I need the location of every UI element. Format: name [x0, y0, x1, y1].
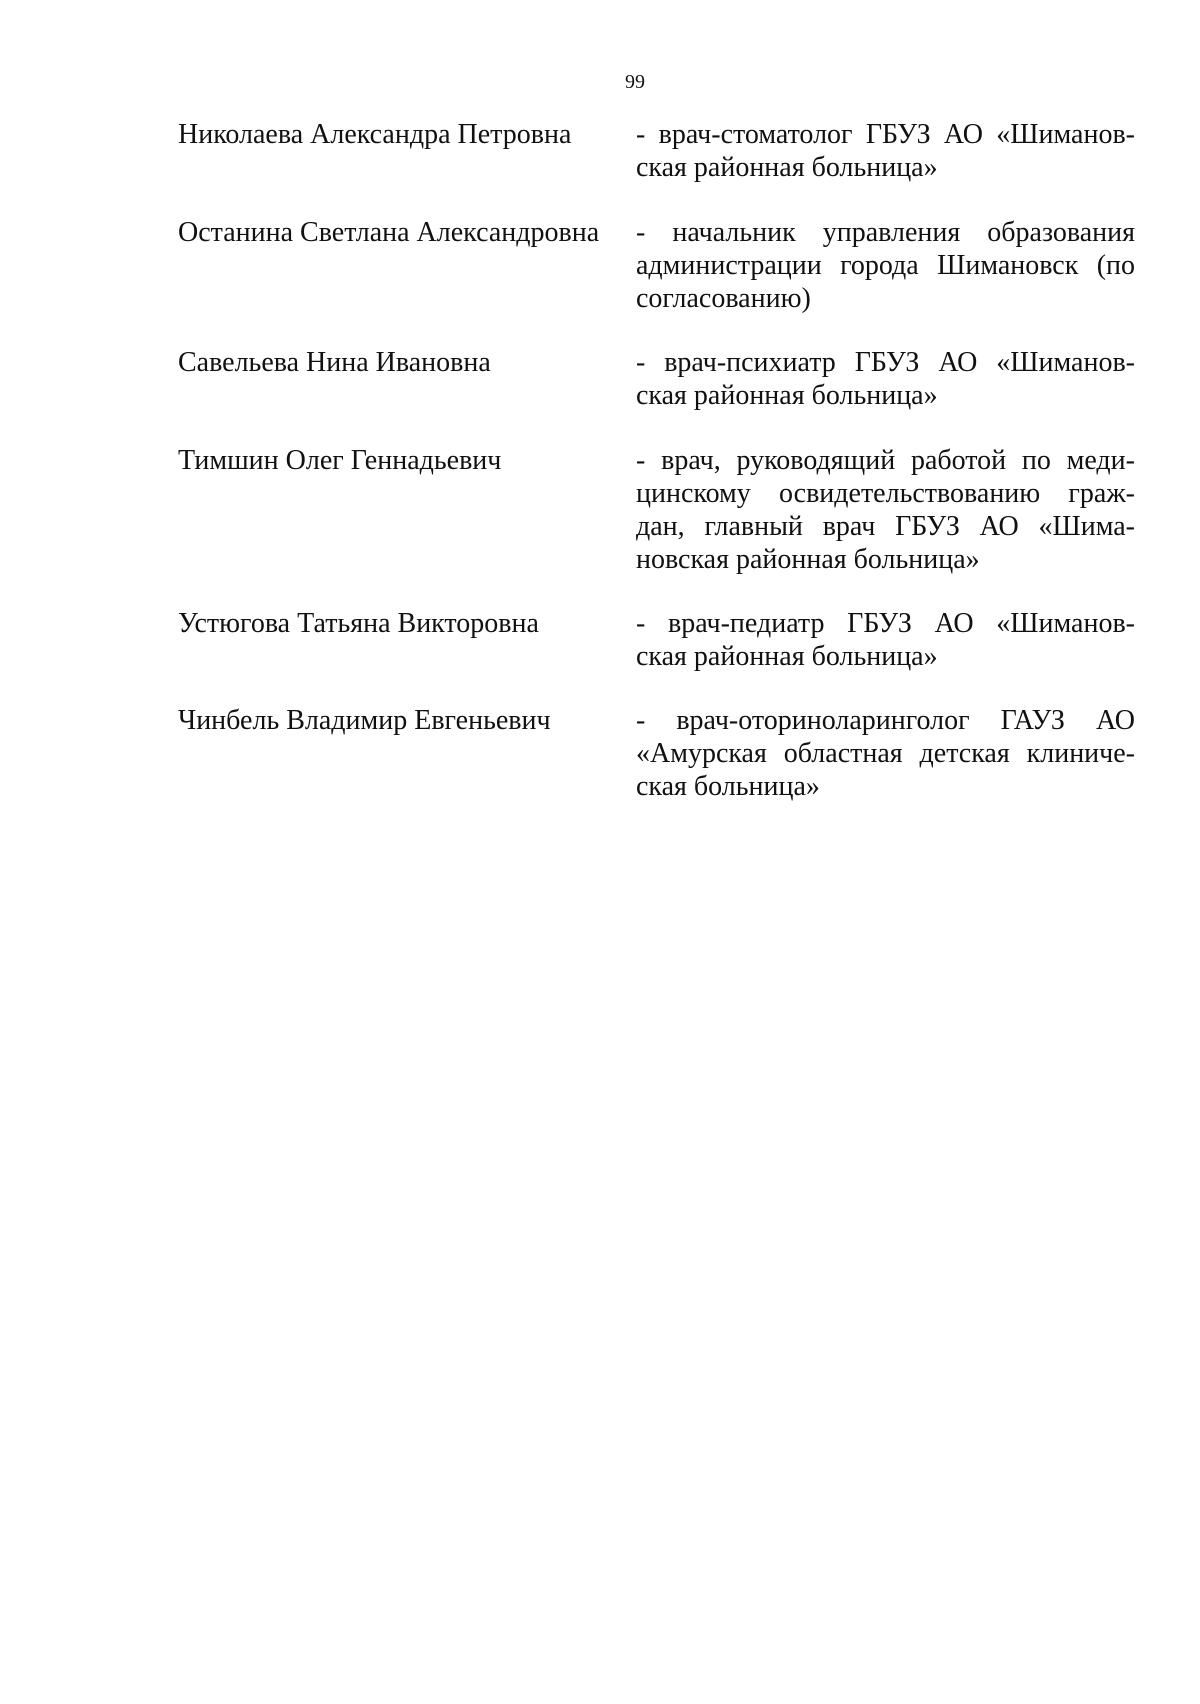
person-name: Савельева Нина Ивановна — [178, 347, 491, 378]
position-line: цинскому освидетельствованию граж- — [636, 478, 1135, 509]
position-line: «Амурская областная детская клиниче- — [636, 738, 1135, 769]
person-name: Тимшин Олег Геннадьевич — [178, 445, 502, 476]
position-line: - врач-оториноларинголог ГАУЗ АО — [636, 705, 1135, 736]
position-line: ская районная больница» — [636, 641, 938, 672]
position-line: - врач-психиатр ГБУЗ АО «Шиманов- — [636, 347, 1135, 378]
position-line: дан, главный врач ГБУЗ АО «Шима- — [636, 511, 1135, 542]
position-line: согласованию) — [636, 283, 811, 314]
person-name: Устюгова Татьяна Викторовна — [178, 608, 539, 639]
position-line: ская районная больница» — [636, 152, 938, 183]
position-line: ская районная больница» — [636, 380, 938, 411]
person-name: Останина Светлана Александровна — [178, 217, 600, 248]
position-line: администрации города Шимановск (по — [636, 250, 1135, 281]
page-number: 99 — [625, 71, 645, 93]
person-position — [636, 444, 1135, 576]
position-line: - врач, руководящий работой по меди- — [636, 445, 1135, 476]
person-position — [636, 118, 1135, 184]
position-line: новская районная больница» — [636, 544, 980, 575]
person-name: Николаева Александра Петровна — [178, 119, 572, 150]
position-line: - врач-педиатр ГБУЗ АО «Шиманов- — [636, 608, 1135, 639]
person-name: Чинбель Владимир Евгеньевич — [178, 705, 551, 736]
person-position — [636, 216, 1135, 315]
position-line: - начальник управления образования — [636, 217, 1135, 248]
position-line: ская больница» — [636, 771, 820, 802]
person-position — [636, 607, 1135, 673]
person-position — [636, 346, 1135, 412]
person-position — [636, 704, 1135, 803]
position-line: - врач-стоматолог ГБУЗ АО «Шиманов- — [636, 119, 1135, 150]
